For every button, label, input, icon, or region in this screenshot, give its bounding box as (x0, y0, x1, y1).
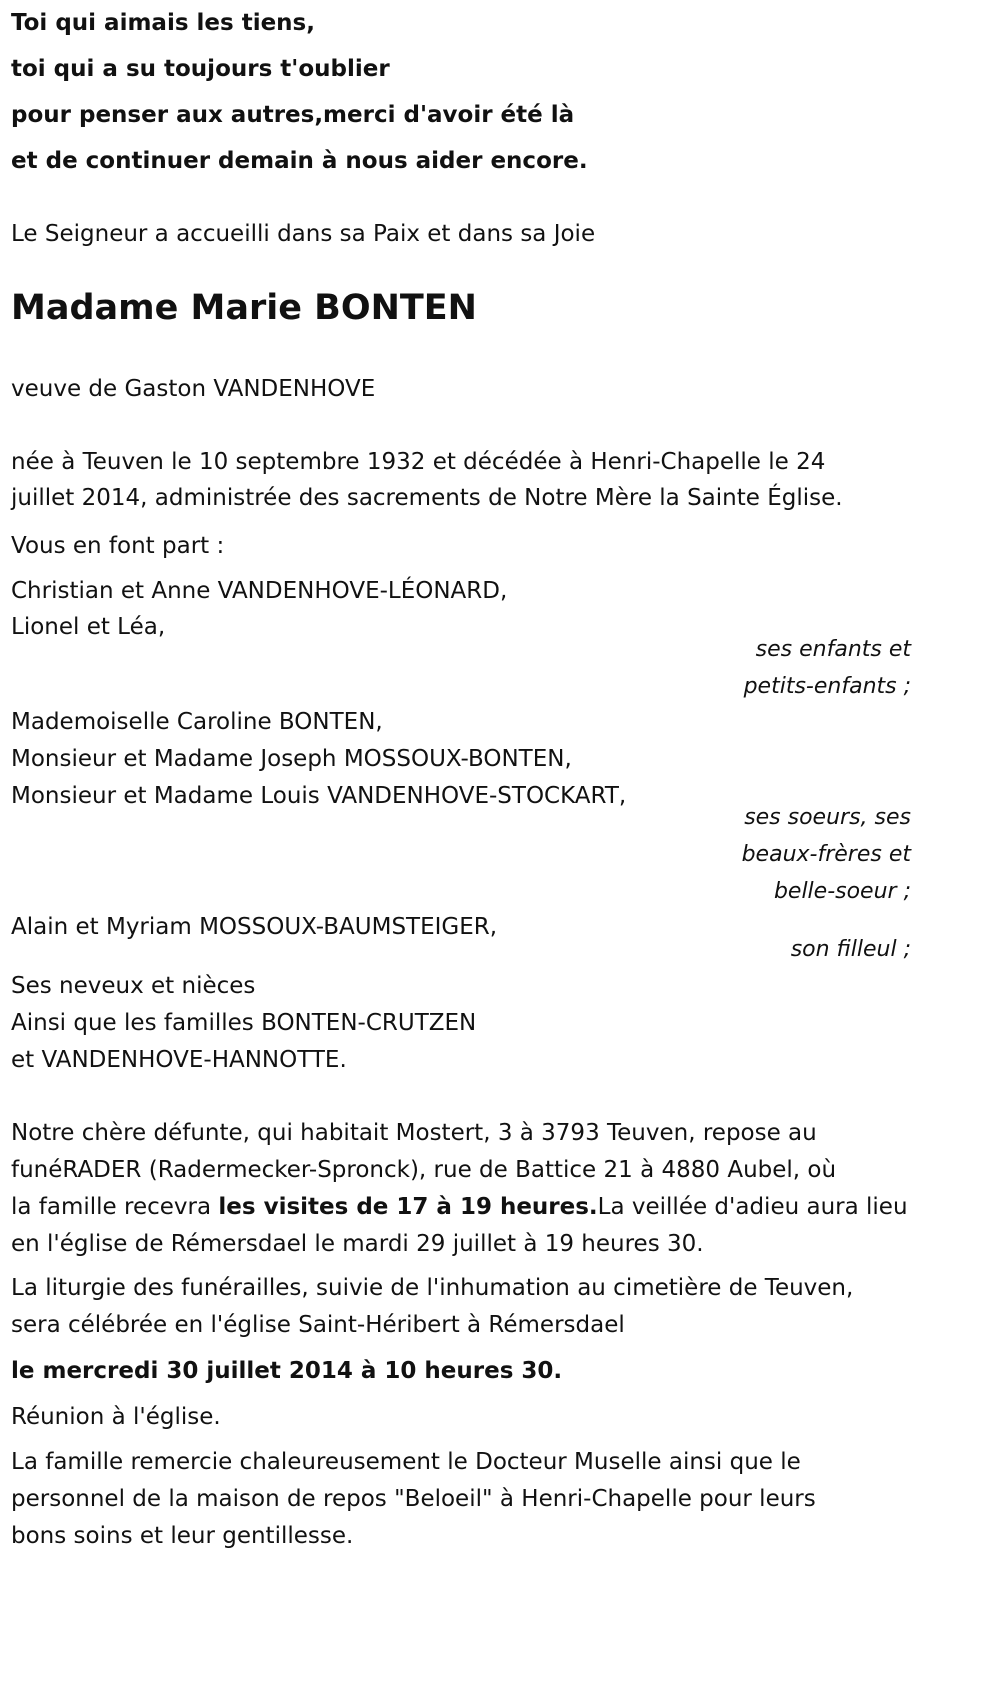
others-line-2: Ainsi que les familles BONTEN-CRUTZEN (11, 1010, 477, 1036)
meeting-text: Réunion à l'église. (11, 1404, 221, 1430)
poem-line-3: pour penser aux autres,merci d'avoir été là (11, 102, 575, 128)
siblings-label-3: belle-soeur ; (773, 879, 911, 904)
poem-line-1: Toi qui aimais les tiens, (11, 10, 315, 36)
announce-text: Vous en font part : (11, 533, 225, 559)
children-line-2: Lionel et Léa, (11, 614, 166, 640)
intro-text: Le Seigneur a accueilli dans sa Paix et dans sa Joie (11, 221, 596, 247)
funeral-date: le mercredi 30 juillet 2014 à 10 heures 30. (11, 1358, 563, 1384)
siblings-label-1: ses soeurs, ses (744, 805, 911, 830)
thanks-line-3: bons soins et leur gentillesse. (11, 1523, 354, 1549)
birth-death-line-2: juillet 2014, administrée des sacrements de Notre Mère la Sainte Église. (11, 485, 843, 511)
visit-line-4: en l'église de Rémersdael le mardi 29 juillet à 19 heures 30. (11, 1231, 704, 1257)
godson-line: Alain et Myriam MOSSOUX-BAUMSTEIGER, (11, 914, 498, 940)
others-line-3: et VANDENHOVE-HANNOTTE. (11, 1047, 347, 1073)
children-line-1: Christian et Anne VANDENHOVE-LÉONARD, (11, 578, 508, 604)
poem-line-2: toi qui a su toujours t'oublier (11, 56, 390, 82)
liturgy-line-1: La liturgie des funérailles, suivie de l'inhumation au cimetière de Teuven, (11, 1275, 854, 1301)
visit-hours: les visites de 17 à 19 heures. (218, 1194, 598, 1220)
visit-line-2: funéRADER (Radermecker-Spronck), rue de Battice 21 à 4880 Aubel, où (11, 1157, 837, 1183)
visit-line-3-pre: la famille recevra (11, 1194, 219, 1220)
visit-line-1: Notre chère défunte, qui habitait Mostert, 3 à 3793 Teuven, repose au (11, 1120, 817, 1146)
visit-line-3 (11, 1189, 908, 1225)
godson-label: son filleul ; (790, 937, 911, 962)
thanks-line-1: La famille remercie chaleureusement le Docteur Muselle ainsi que le (11, 1449, 801, 1475)
thanks-line-2: personnel de la maison de repos "Beloeil" à Henri-Chapelle pour leurs (11, 1486, 816, 1512)
siblings-label-2: beaux-frères et (741, 842, 911, 867)
deceased-name: Madame Marie BONTEN (11, 288, 477, 328)
siblings-line-3: Monsieur et Madame Louis VANDENHOVE-STOCKART, (11, 783, 627, 809)
children-label-1: ses enfants et (755, 637, 911, 662)
children-label-2: petits-enfants ; (743, 674, 911, 699)
others-line-1: Ses neveux et nièces (11, 973, 256, 999)
widow-of: veuve de Gaston VANDENHOVE (11, 376, 376, 402)
siblings-line-1: Mademoiselle Caroline BONTEN, (11, 709, 383, 735)
birth-death-line-1: née à Teuven le 10 septembre 1932 et décédée à Henri-Chapelle le 24 (11, 449, 826, 475)
visit-line-3-post: La veillée d'adieu aura lieu (597, 1194, 908, 1220)
liturgy-line-2: sera célébrée en l'église Saint-Héribert à Rémersdael (11, 1312, 625, 1338)
siblings-line-2: Monsieur et Madame Joseph MOSSOUX-BONTEN, (11, 746, 572, 772)
poem-line-4: et de continuer demain à nous aider encore. (11, 148, 588, 174)
